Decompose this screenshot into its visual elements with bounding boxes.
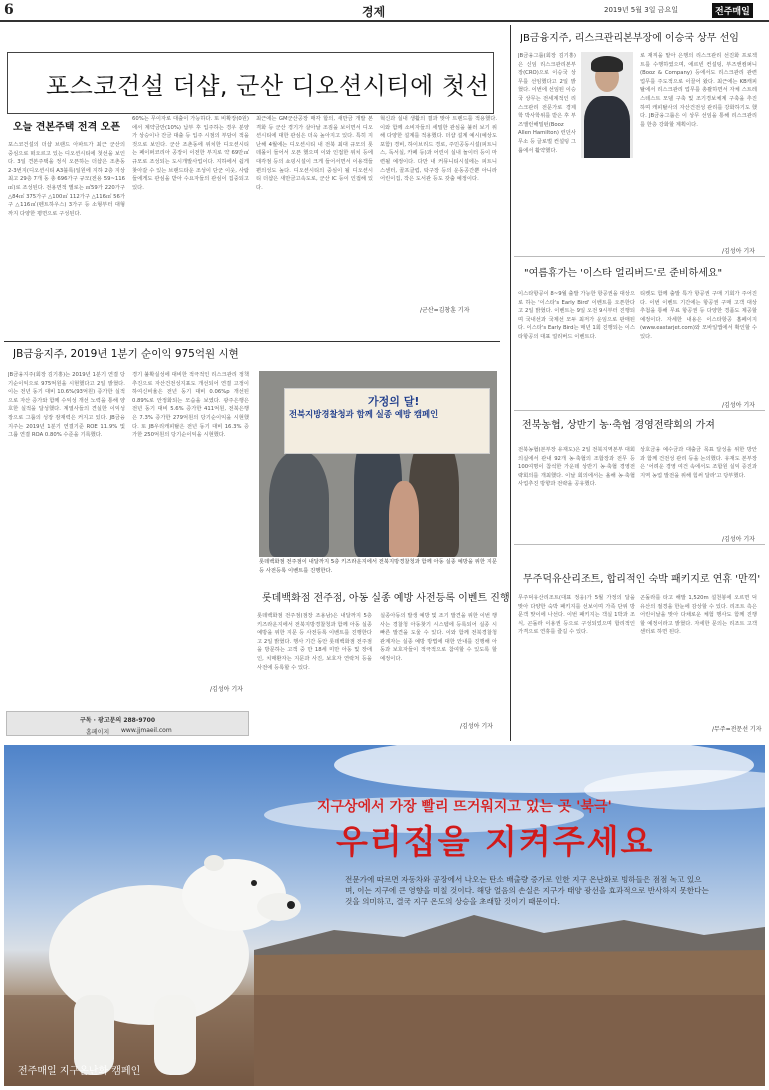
photo-caption: 롯데백화점 전주점이 내달까지 5층 키즈라운지에서 전북지방경찰청과 함께 아동 실종 예방을 위한 지문 등 사전등록 이벤트를 진행한다.: [259, 559, 497, 574]
summer-col-2: 티켓도 함께 출발 특가 항공권 구매 기회가 주어진다. 이번 이벤트 기간에는 항공권 구매 고객 대상 추첨을 통해 무료 항공권 등 다양한 경품도 제공할 예정이다. 자세한 내용은 이스타항공 홈페이지(www.eastarjet.com)와 모바일앱에서 확인할 수 있다.: [640, 291, 757, 340]
photo-figure: [269, 451, 329, 557]
divider: [514, 544, 765, 545]
exec-byline: /김성아 기자: [722, 248, 755, 255]
exec-col-1: JB금융그룹(회장 김기홍)은 신임 리스크관리본부장(CRO)으로 이승국 상무를 선임했다고 2일 밝혔다. 이번에 선임된 이승국 상무는 전세계적인 리스크관리 전문가로 경제학 박사학위를 받은 후 부즈앨런해밀턴(Booz Allen Hamilton) 런던사무소 등 글로벌 컨설팅 그룹에서 활약했다.: [518, 53, 576, 154]
lead-byline: /군산=김창훈 기자: [420, 307, 470, 314]
ad-body-text: 전문가에 따르면 자동차와 공장에서 나오는 탄소 배출량 증가로 인한 지구 온난화로 빙하들은 점점 녹고 있으며, 이는 지구에 큰 영향을 미칠 것이다. 해당 얼음의 손실은 지구가 태양 광선을 효과적으로 반사하지 못한다는 것을 의미하고, 결국 지구 온도의 상승을 초래할 것이기 때문이다.: [345, 875, 709, 906]
summer-headline: "여름휴가는 '이스타 얼리버드'로 준비하세요": [524, 268, 723, 279]
nh-byline: /김성아 기자: [722, 536, 755, 543]
lead-subheadline: 오늘 견본주택 전격 오픈: [13, 122, 121, 133]
summer-col-1: 이스타항공이 8~9월 출발 가능한 항공권을 대상으로 하는 '이스타's Early Bird' 이벤트를 오픈한다고 2일 밝혔다. 이벤트는 9일 오전 9시부터 진행되며 국내선과 국제선 모두 최저가 운임으로 판매된다. 이스타's Early Bird는 매년 1회 진행되는 이스타항공의 대표 얼리버드 이벤트다.: [518, 291, 635, 340]
lead-col-4: 혁신과 실내 생활의 결과 맞아 트렌드를 적용했다. 이와 함께 소비자들의 세밀한 관심을 불러 보기 위해 다양한 설계를 적용했다. 더샵 설계 예시(예상도 포함) 경비, 하이브리드 경로, 주민공동시설(피트니스, 독서실, 카페 등)과 어린이 실내 놀이터 등이 마련될 예정이다. 다만 내 커뮤니티시설에는 피트니스센터, 골프클럽, 탁구장 등의 운동공간뿐 아니라 어린이집, 작은 도서관 등도 갖출 예정이다.: [380, 116, 497, 183]
publication-date: 2019년 5월 3일 금요일: [604, 6, 678, 14]
banner-line-1: 가정의 달!: [368, 395, 420, 408]
lotte-headline: 롯데백화점 전주점, 아동 실종 예방 사전등록 이벤트 진행: [262, 593, 510, 604]
jb-profit-headline: JB금융지주, 2019년 1분기 순이익 975억원 시현: [13, 348, 239, 360]
subscription-text: 구독 · 광고문의 288-9700: [80, 717, 156, 724]
lotte-col-1: 롯데백화점 전주점(점장 조용남)은 내달까지 5층 키즈라운지에서 전북지방경찰청과 함께 아동 실종 예방을 위한 지문 등 사전등록 이벤트를 진행한다고 2일 밝혔다. 행사 기간 동안 롯데백화점 전주점을 방문하는 고객 중 만 18세 미만 아동 및 장애인, 치매환자는 지문과 사진, 보호자 연락처 등을 사전에 등록할 수 있다.: [257, 613, 372, 671]
homepage-link[interactable]: www.jjmaeil.com: [121, 727, 172, 734]
ad-caption: 전주매일 지구온난화 캠페인: [18, 1066, 141, 1077]
section-title: 경제: [362, 5, 386, 19]
divider: [514, 256, 765, 257]
summer-byline: /김성아 기자: [722, 402, 755, 409]
column-divider: [510, 25, 511, 741]
lead-headline: 포스코건설 더샵, 군산 디오션시티에 첫선: [46, 72, 490, 100]
divider: [4, 341, 500, 342]
exec-headline: JB금융지주, 리스크관리본부장에 이승국 상무 선임: [520, 33, 739, 44]
muju-col-1: 무주덕유산리조트(대표 정웅)가 5월 가정의 달을 맞아 다양한 숙박 패키지를 선보이며 가족 단위 방문객 맞이에 나선다. 이번 패키지는 객실 1박과 조식, 곤돌라 이용권 등으로 구성되었으며 합리적인 가격으로 연휴를 즐길 수 있다.: [518, 595, 635, 636]
nh-col-2: 상호금융 예수금과 대출금 목표 달성을 위한 방안과 함께 건전성 관리 등을 논의했다. 유재도 본부장은 '어려운 경영 여건 속에서도 조합원 실익 증진과 지역 농업 발전을 위해 힘써 달라'고 당부했다.: [640, 447, 757, 479]
banner-line-2: 전북지방경찰청과 함께 실종 예방 캠페인: [289, 409, 439, 419]
ad-title: 우리집을 지켜주세요: [336, 822, 655, 861]
lotte-byline: /김성아 기자: [460, 723, 493, 730]
newspaper-name: 전주매일: [712, 3, 753, 18]
jb-profit-col-1: JB금융지주(회장 김기홍)는 2019년 1분기 연결 당기순이익으로 975억원을 시현했다고 2일 밝혔다. 이는 전년 동기 대비 10.6%(93억원) 증가한 실적으로 자산 증가와 함께 수익성 개선 노력을 통해 양호한 실적을 달성했다. 계열사들의 견실한 이익성장으로 그룹의 성장 잠재력은 커지고 있다. JB금융지주는 2019년 1분기 연결기준 ROE 11.9% 및 그룹 연결 ROA 0.80% 수준을 기록했다.: [8, 372, 125, 439]
jb-profit-byline: /김성아 기자: [210, 686, 243, 693]
page-number: 6: [4, 2, 14, 18]
homepage-label: 홈페이지: [86, 729, 110, 736]
photo-figure: [389, 481, 419, 557]
lead-col-3: 최근에는 GM군산공장 매각 합의, 새만금 개발 본격화 등 군산 경기가 살아날 조짐을 보이면서 디오션시티에 대한 관심은 더욱 높아지고 있다. 특히 지난해 4월에는 디오션시티 내 전북 최대 규모의 롯데몰이 들어서 오픈 했으며 이와 인접한 위치 등에 대각점 등의 쇼핑시설이 크게 들어서면서 이용객들 편의성도 높다. 디오션시티의 중심이 될 디오션시티 더샵은 새만금고속도로, 군산 IC 등이 인접해 있다.: [256, 116, 373, 191]
muju-headline: 무주덕유산리조트, 합리적인 숙박 패키지로 연휴 '만끽': [523, 574, 761, 585]
muju-byline: /무주=전문선 기자: [712, 726, 762, 733]
ad-tagline: 지구상에서 가장 빨리 뜨거워지고 있는 곳 '북극': [317, 799, 612, 815]
lead-col-2: 60%는 무이자로 대출이 가능하다. 또 비확장(0원)에서 계약금만(10%) 납부 후 입주하는 경우 분양가 상승이나 잔금 대출 등 입주 시점의 부담이 적을 것으로 보인다. 군산 조촌동에 위치한 디오션시티는 페이퍼코리아 공장이 이전한 부지로 약 69만㎡ 규모로 조성되는 도시개발사업이다. 지하에서 쉽게 찾아갈 수 있는 브랜드타운 조성이 단군 이웃, 사람들에게도 관심을 받아 수요자들의 관심이 집중되고 있다.: [132, 116, 249, 191]
lead-col-1: 포스코건설의 더샵 브랜드 아파트가 최근 군산의 중심으로 떠오르고 있는 디오션시티에 첫선을 보인다. 3일 견본주택을 정식 오픈하는 더샵은 조촌동 2-3번지(디오션시티 A3블록)일원에 지하 2층 지상 최고 29층 7개 동 총 696가구 규모(전용 59~116㎡)로 조성된다. 전용면적 별로는 ㎡59가 220가구 △84㎡ 375가구 △100㎡ 112가구 △116㎡ 56가구 △116㎡(펜트하우스) 3가구 등 소형부터 대형까지 다양한 평면으로 구성된다.: [8, 142, 125, 217]
header-rule: [0, 20, 769, 22]
nh-col-1: 전북농협(본부장 유재도)은 2일 전북지역본부 대회의실에서 관내 92개 농·축협의 조합장과 전무 등 100여명이 참석한 가운데 상반기 농·축협 경영전략회의를 개최했다. 이날 회의에서는 올해 농·축협 사업추진 방향과 전략을 공유했다.: [518, 447, 635, 488]
lotte-col-2: 실종아동의 발생 예방 및 조기 발견을 위한 이번 행사는 경찰청 아동찾기 시스템에 등록되어 실종 시 빠른 발견을 도울 수 있다. 이와 함께 전북경찰청 관계자는 실종 예방 방법에 대한 안내를 진행해 아동과 보호자들이 적극적으로 참여할 수 있도록 할 예정이다.: [380, 613, 497, 662]
jb-profit-col-2: 경기 불확실성에 대비한 적극적인 리스크관리 정책 추진으로 자산건전성지표도 개선되어 연결 고정이하여신비율은 전년 동기 대비 0.06%p 개선된 0.89%로 안정화되는 모습을 보였다. 광주은행은 전년 동기 대비 5.6% 증가한 411억원, 전북은행은 7.3% 증가한 279억원의 당기순이익을 시현했다. 또 JB우리캐피탈은 전년 동기 대비 16.3% 증가한 250억원의 당기순이익을 시현했다.: [132, 372, 249, 439]
portrait-photo: [581, 52, 633, 158]
muju-col-2: 곤돌라를 타고 해발 1,520m 설천봉에 오르면 덕유산의 절경을 한눈에 감상할 수 있다. 리조트 측은 어린이날을 맞아 다채로운 체험 행사도 함께 진행할 예정이라고 밝혔다. 자세한 문의는 리조트 고객센터로 하면 된다.: [640, 595, 757, 636]
divider: [514, 410, 765, 411]
nh-headline: 전북농협, 상반기 농·축협 경영전략회의 가져: [522, 420, 715, 431]
exec-col-2: 로 재직을 맡아 은행의 리스크관리 선진화 프로젝트를 수행하였으며, 에르빈 컨설팅, 부즈앤컴퍼니(Booz & Company) 등에서도 리스크관리 관련 업무를 주도적으로 이끌어 왔다. 최근에는 KB캐피탈에서 리스크관리 업무를 총괄하면서 자체 스트레스테스트 모델 구축 및 조기경보체계 구축을 추진하며 캐피탈사의 자산건전성 관리를 강화하기도 했다. JB금융그룹은 이 상무 선임을 통해 리스크관리를 한층 강화할 계획이다.: [640, 53, 757, 128]
